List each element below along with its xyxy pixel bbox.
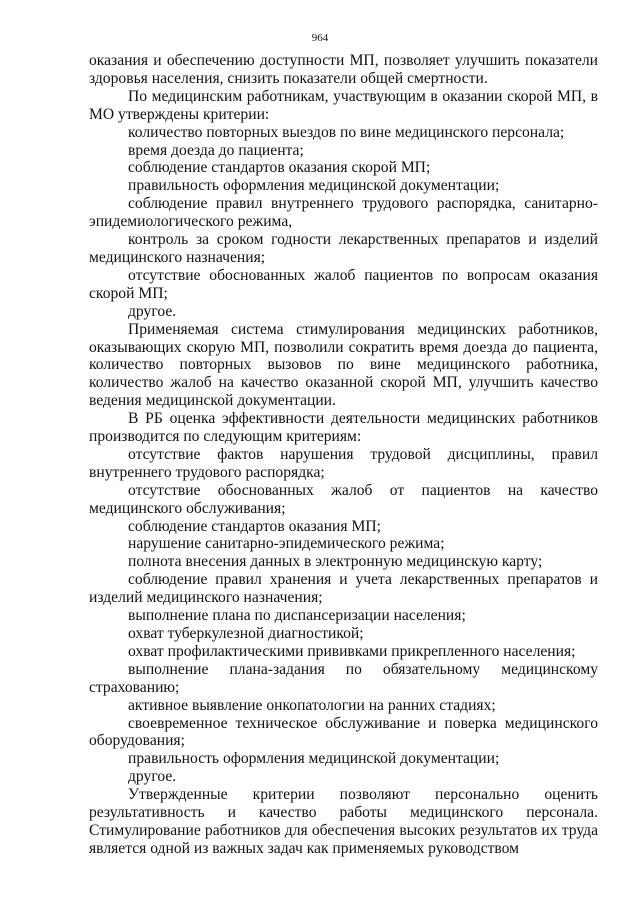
rb-criterion-standards: соблюдение стандартов оказания МП; [128,517,381,535]
criterion-labor-rules: соблюдение правил внутреннего трудового распорядка, санитарно-эпидемиологического режима, [89,195,598,231]
rb-criterion-oncology: активное выявление онкопатологии на ранних стадиях; [128,696,496,714]
rb-criterion-vaccination: охват профилактическими прививками прикрепленного населения; [128,642,576,660]
rb-criterion-sanitary: нарушение санитарно-эпидемического режима; [128,535,445,553]
paragraph-rb-criteria-intro: В РБ оценка эффективности деятельности медицинских работников производится по следующим критериям: [89,410,598,446]
rb-criterion-discipline: отсутствие фактов нарушения трудовой дисциплины, правил внутреннего трудового распорядка; [89,445,598,481]
criterion-no-complaints: отсутствие обоснованных жалоб пациентов по вопросам оказания скорой МП; [89,266,598,302]
paragraph-conclusion: Утвержденные критерии позволяют персонально оценить результативность и качество работы медицинского персонала. Стимулирование работников для обеспечения высоких результатов их труда является одной из важных задач как применяемых руководством [89,786,598,857]
rb-criterion-emr: полнота внесения данных в электронную медицинскую карту; [128,553,543,571]
criterion-repeat-calls: количество повторных выездов по вине медицинского персонала; [128,123,565,141]
page-number: 964 [311,32,329,44]
rb-criterion-drug-storage: соблюдение правил хранения и учета лекарственных препаратов и изделий медицинского назначения; [89,571,598,607]
paragraph-continuation: оказания и обеспечению доступности МП, позволяет улучшить показатели здоровья населения, снизить показатели общей смертности. [89,52,598,87]
criterion-documentation: правильность оформления медицинской документации; [128,177,500,195]
criterion-arrival-time: время доезда до пациента; [128,141,304,159]
rb-criterion-equipment: своевременное техническое обслуживание и поверка медицинского оборудования; [89,714,598,750]
criterion-ambulance-standards: соблюдение стандартов оказания скорой МП; [128,159,431,177]
paragraph-incentive-results: Применяемая система стимулирования медицинских работников, оказывающих скорую МП, позволили сократить время доезда до пациента, количество повторных вызовов по вине медицинского работника, количество жалоб на качество оказанной скорой МП, улучшить качество ведения медицинской документации. [89,320,598,410]
rb-criterion-complaints: отсутствие обоснованных жалоб от пациентов на качество медицинского обслуживания; [89,481,598,517]
rb-criterion-tb: охват туберкулезной диагностикой; [128,625,364,642]
rb-criterion-other: другое. [128,768,177,786]
criterion-other: другое. [128,302,177,320]
rb-criterion-oms-plan: выполнение плана-задания по обязательному медицинскому страхованию; [89,660,598,696]
rb-criterion-dispensary: выполнение плана по диспансеризации населения; [128,607,466,625]
criterion-expiry-control: контроль за сроком годности лекарственных препаратов и изделий медицинского назначения; [89,231,598,266]
rb-criterion-documentation: правильность оформления медицинской документации; [128,750,500,768]
document-body [89,52,598,858]
paragraph-ambulance-criteria-intro: По медицинским работникам, участвующим в оказании скорой МП, в МО утверждены критерии: [89,87,598,123]
